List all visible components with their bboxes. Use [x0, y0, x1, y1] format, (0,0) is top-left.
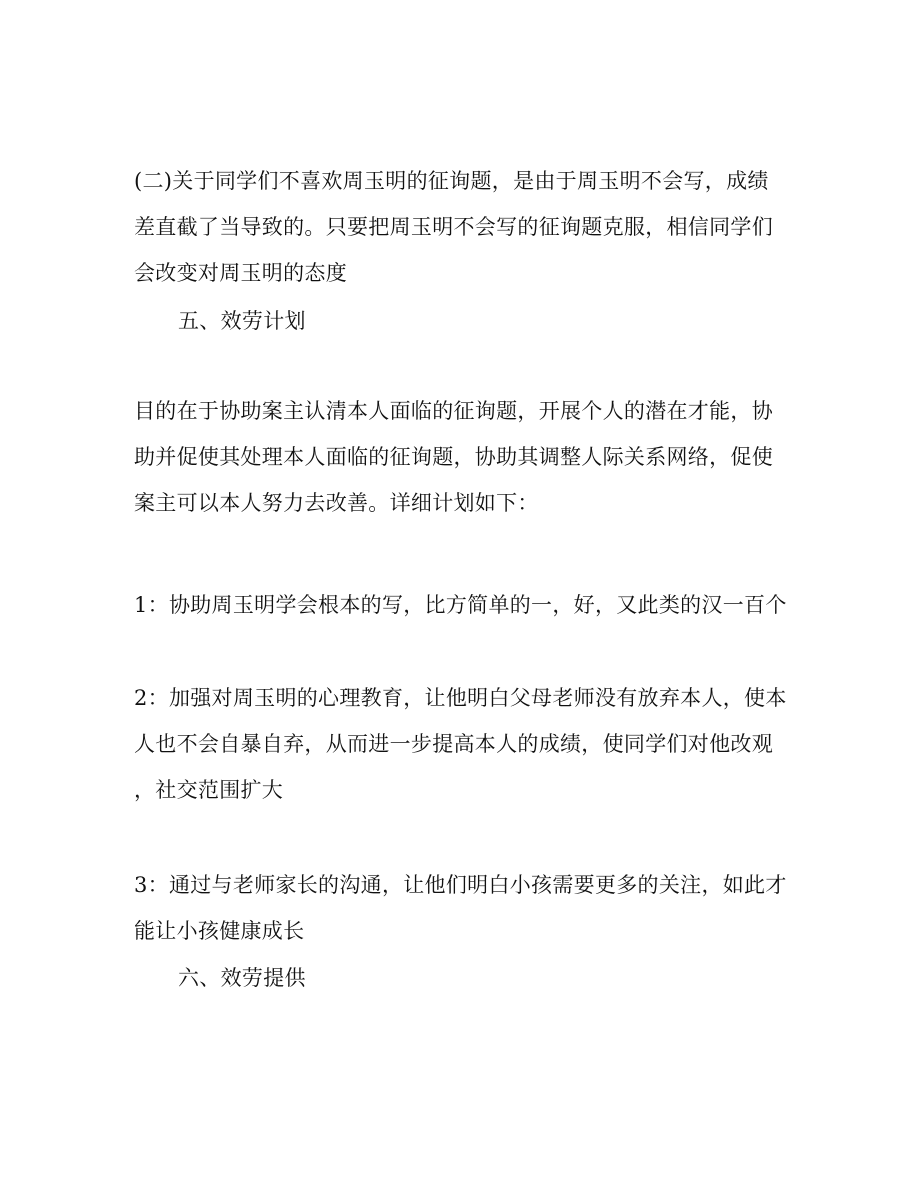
paragraph-line: 人也不会自暴自弃，从而进一步提高本人的成绩，使同学们对他改观: [134, 732, 773, 756]
paragraph-line: 案主可以本人努力去改善。详细计划如下：: [134, 491, 539, 515]
plan-item-2: [134, 675, 787, 813]
paragraph-line: 1：协助周玉明学会根本的写，比方简单的一，好，又此类的汉一百个: [134, 593, 787, 617]
paragraph-line: 能让小孩健康成长: [134, 919, 305, 943]
paragraph-section-two: [134, 158, 784, 296]
plan-item-3: [134, 862, 787, 954]
section-heading-five: 五、效劳计划: [178, 309, 306, 333]
paragraph-line: 助并促使其处理本人面临的征询题，协助其调整人际关系网络，促使: [134, 445, 773, 469]
section-heading-six: 六、效劳提供: [178, 966, 306, 990]
paragraph-line: 会改变对周玉明的态度: [134, 261, 347, 285]
paragraph-line: ，社交范围扩大: [134, 778, 284, 802]
plan-item-1: [134, 582, 787, 628]
paragraph-line: (二)关于同学们不喜欢周玉明的征询题，是由于周玉明不会写，成绩: [134, 169, 769, 193]
paragraph-line: 目的在于协助案主认清本人面临的征询题，开展个人的潜在才能，协: [134, 399, 773, 423]
paragraph-goal: [134, 388, 784, 526]
paragraph-line: 差直截了当导致的。只要把周玉明不会写的征询题克服，相信同学们: [134, 215, 773, 239]
paragraph-line: 2：加强对周玉明的心理教育，让他明白父母老师没有放弃本人，使本: [134, 686, 787, 710]
paragraph-line: 3：通过与老师家长的沟通，让他们明白小孩需要更多的关注，如此才: [134, 873, 787, 897]
